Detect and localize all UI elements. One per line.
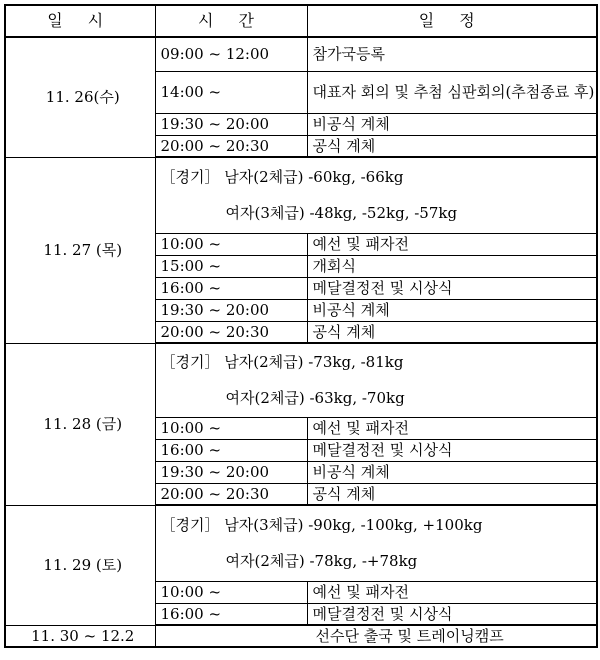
row-event: 예선 및 패자전	[307, 581, 597, 603]
schedule-table	[4, 4, 598, 648]
day-date: 11. 29 (토)	[5, 505, 155, 625]
row-time: 20:00 ~ 20:30	[155, 321, 307, 343]
row-time: 10:00 ~	[155, 581, 307, 603]
header-row	[5, 5, 597, 37]
row-time: 16:00 ~	[155, 277, 307, 299]
row-time: 20:00 ~ 20:30	[155, 483, 307, 505]
row-time: 15:00 ~	[155, 255, 307, 277]
row-time: 10:00 ~	[155, 417, 307, 439]
match-line-men: ［경기］ 남자(2체급) -73kg, -81kg	[160, 353, 404, 372]
row-event: 공식 계체	[307, 483, 597, 505]
table-row	[5, 343, 597, 417]
row-time: 19:30 ~ 20:00	[155, 113, 307, 135]
row-event: 메달결정전 및 시상식	[307, 603, 597, 625]
match-info	[155, 157, 597, 233]
table-row	[5, 625, 597, 647]
match-info	[155, 343, 597, 417]
row-time: 19:30 ~ 20:00	[155, 299, 307, 321]
header-date: 일 시	[5, 5, 155, 37]
row-event: 공식 계체	[307, 135, 597, 157]
match-line-men: ［경기］ 남자(2체급) -60kg, -66kg	[160, 168, 404, 187]
row-time: 14:00 ~	[155, 71, 307, 113]
match-line-women: 여자(2체급) -63kg, -70kg	[225, 389, 405, 408]
header-time: 시 간	[155, 5, 307, 37]
row-event: 메달결정전 및 시상식	[307, 439, 597, 461]
header-event: 일 정	[307, 5, 597, 37]
row-event: 비공식 계체	[307, 113, 597, 135]
row-event: 대표자 회의 및 추첨 심판회의(추첨종료 후)	[307, 71, 597, 113]
row-time: 09:00 ~ 12:00	[155, 37, 307, 71]
table-row	[5, 505, 597, 581]
row-time: 16:00 ~	[155, 603, 307, 625]
row-event: 비공식 계체	[307, 461, 597, 483]
row-event: 참가국등록	[307, 37, 597, 71]
final-event-text: 선수단 출국 및 트레이닝캠프	[315, 626, 504, 645]
day-date: 11. 30 ~ 12.2	[5, 625, 155, 647]
row-event: 공식 계체	[307, 321, 597, 343]
row-event: 개회식	[307, 255, 597, 277]
match-line-women: 여자(2체급) -78kg, -+78kg	[225, 552, 418, 571]
row-time: 20:00 ~ 20:30	[155, 135, 307, 157]
row-event: 메달결정전 및 시상식	[307, 277, 597, 299]
table-row	[5, 157, 597, 233]
match-line-men: ［경기］ 남자(3체급) -90kg, -100kg, +100kg	[160, 516, 483, 535]
match-info	[155, 505, 597, 581]
row-time: 19:30 ~ 20:00	[155, 461, 307, 483]
row-time: 10:00 ~	[155, 233, 307, 255]
match-line-women: 여자(3체급) -48kg, -52kg, -57kg	[225, 204, 458, 223]
day-date: 11. 27 (목)	[5, 157, 155, 343]
day-date: 11. 28 (금)	[5, 343, 155, 505]
day-date: 11. 26(수)	[5, 37, 155, 157]
row-event	[155, 625, 597, 647]
table-row	[5, 37, 597, 71]
row-event: 예선 및 패자전	[307, 233, 597, 255]
row-event: 예선 및 패자전	[307, 417, 597, 439]
row-time: 16:00 ~	[155, 439, 307, 461]
row-event: 비공식 계체	[307, 299, 597, 321]
